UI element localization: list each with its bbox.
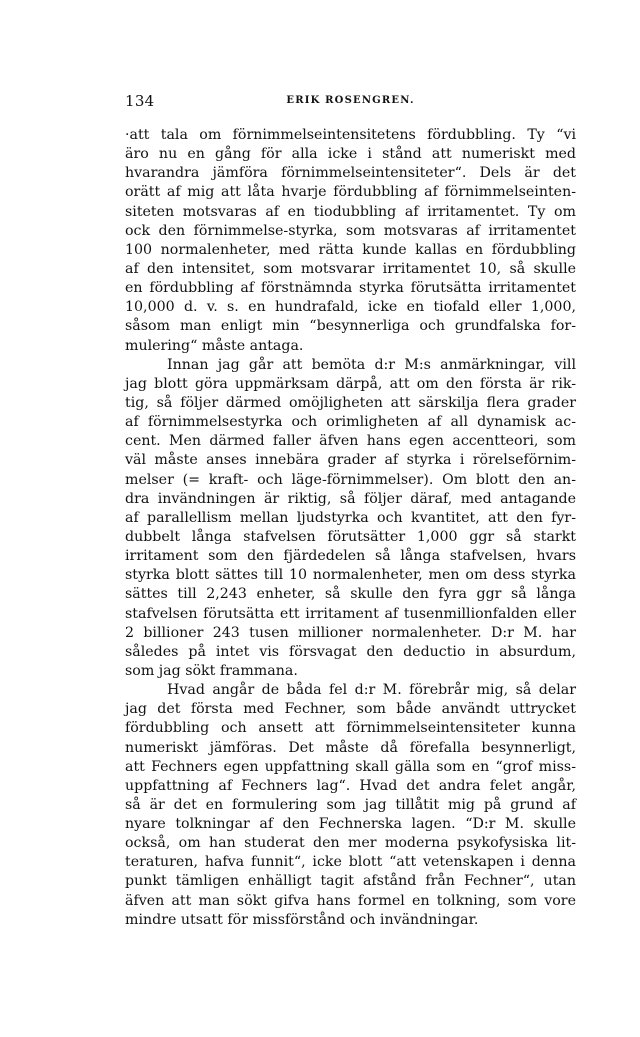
text-line: af den intensitet, som motsvarar irritamentet 10, så skulle xyxy=(125,260,576,277)
text-line: af parallellism mellan ljudstyrka och kvantitet, att den fyr- xyxy=(125,509,576,526)
text-line: orätt af mig att låta hvarje fördubbling af förnimmelseinten- xyxy=(125,184,576,201)
text-line: dra invändningen är riktig, så följer däraf, med antagande xyxy=(125,490,576,507)
text-line: så är det en formulering som jag tillåtit mig på grund af xyxy=(125,796,576,813)
text-line: väl måste anses innebära grader af styrka i rörelseförnim- xyxy=(125,452,576,469)
text-line: äfven att man sökt gifva hans formel en tolkning, som vore xyxy=(125,892,576,909)
page-number: 134 xyxy=(125,92,155,110)
body-text xyxy=(125,126,576,930)
text-line: jag blott göra uppmärksam därpå, att om den första är rik- xyxy=(125,375,576,392)
text-line: ·att tala om förnimmelseintensitetens fördubbling. Ty “vi xyxy=(125,127,576,143)
running-head: ERIK ROSENGREN. xyxy=(286,95,415,106)
text-line: hvarandra jämföra förnimmelseintensiteter“. Dels är det xyxy=(125,165,576,182)
text-line: sättes till 2,243 enheter, så skulle den fyra ggr så långa xyxy=(125,586,576,603)
text-line: en fördubbling af förstnämnda styrka förutsätta irritamentet xyxy=(125,280,576,297)
text-line: melser (= kraft- och läge-förnimmelser). Om blott den an- xyxy=(125,471,576,488)
text-line: fördubbling och ansett att förnimmelseintensiteter kunna xyxy=(125,720,576,737)
text-line: äro nu en gång för alla icke i stånd att numeriskt med xyxy=(125,146,576,163)
text-line: stafvelsen förutsätta ett irritament af tusenmillionfalden eller xyxy=(125,605,576,622)
text-line: teraturen, hafva funnit“, icke blott “att vetenskapen i denna xyxy=(125,854,576,871)
text-line: af förnimmelsestyrka och orimligheten af all dynamisk ac- xyxy=(125,414,576,431)
text-line: punkt tämligen enhälligt tagit afstånd från Fechner“, utan xyxy=(125,873,576,890)
text-line: 10,000 d. v. s. en hundrafald, icke en tiofald eller 1,000, xyxy=(125,299,576,316)
text-line: tig, så följer därmed omöjligheten att särskilja flera grader xyxy=(125,394,576,411)
text-line: jag det första med Fechner, som både användt uttrycket xyxy=(125,701,576,718)
text-line: som jag sökt frammana. xyxy=(125,662,298,679)
text-line: mindre utsatt för missförstånd och invändningar. xyxy=(125,911,479,928)
text-line: såsom man enligt min “besynnerliga och grundfalska for- xyxy=(125,318,576,335)
text-line: att Fechners egen uppfattning skall gälla som en “grof miss- xyxy=(125,758,576,775)
text-line: 2 billioner 243 tusen millioner normalenheter. D:r M. har xyxy=(125,624,576,641)
text-line: siteten motsvaras af en tiodubbling af irritamentet. Ty om xyxy=(125,203,576,220)
text-line: Innan jag går att bemöta d:r M:s anmärkningar, vill xyxy=(167,356,576,373)
text-line: 100 normalenheter, med rätta kunde kallas en fördubbling xyxy=(125,241,576,258)
text-line: styrka blott sättes till 10 normalenheter, men om dess styrka xyxy=(125,567,576,584)
text-line: ock den förnimmelse-styrka, som motsvaras af irritamentet xyxy=(125,222,576,239)
text-line: numeriskt jämföras. Det måste då förefalla besynnerligt, xyxy=(125,739,576,756)
text-line: nyare tolkningar af den Fechnerska lagen. “D:r M. skulle xyxy=(125,816,576,833)
text-line: Hvad angår de båda fel d:r M. förebrår mig, så delar xyxy=(167,682,576,699)
text-line: cent. Men därmed faller äfven hans egen accentteori, som xyxy=(125,433,576,450)
page-header xyxy=(125,92,576,112)
text-line: också, om han studerat den mer moderna psykofysiska lit- xyxy=(125,835,576,852)
text-line: mulering“ måste antaga. xyxy=(125,337,304,354)
text-line: således på intet vis försvagat den deductio in absurdum, xyxy=(125,643,576,660)
text-line: irritament som den fjärdedelen så långa stafvelsen, hvars xyxy=(125,548,576,565)
text-line: uppfattning af Fechners lag“. Hvad det andra felet angår, xyxy=(125,777,576,794)
text-line: dubbelt långa stafvelsen förutsätter 1,000 ggr så starkt xyxy=(125,528,576,545)
